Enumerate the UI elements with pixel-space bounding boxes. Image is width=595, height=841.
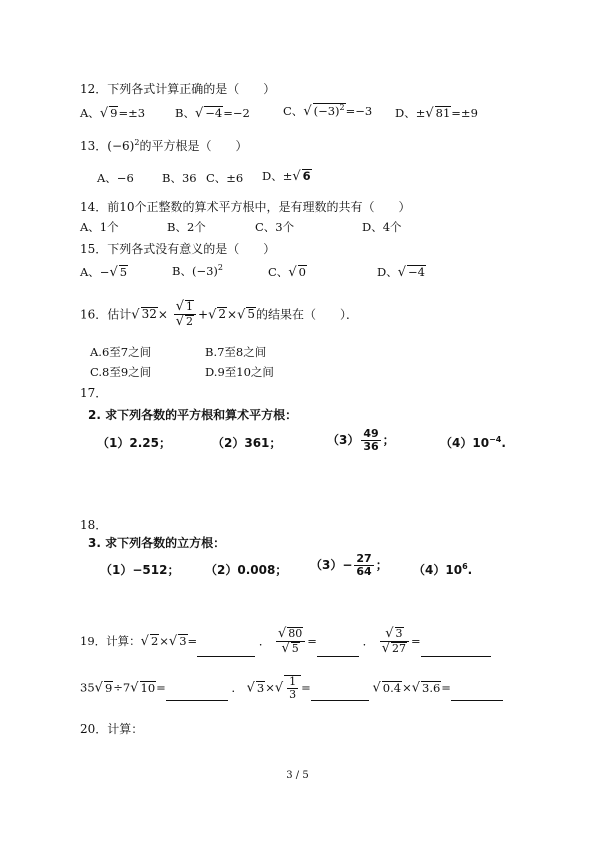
question-18-item-1: （1）−512；: [100, 563, 180, 577]
question-17-title: 2. 求下列各数的平方根和算术平方根：: [88, 408, 298, 422]
question-17-item-2: （2）361；: [212, 436, 282, 450]
question-13-option-c: C、±6: [206, 171, 244, 185]
question-19-line-2: 35√ 9÷7√ 10= ． √ 3×√ $\frac{1}{3}$ = √ 0.4×√ 3.6=: [80, 675, 503, 701]
question-16-option-b: B.7至8之间: [205, 345, 267, 359]
answer-blank[interactable]: [317, 656, 359, 657]
answer-blank[interactable]: [311, 700, 369, 701]
question-13-stem: 13．$(-6)^2$的平方根是（ ）: [80, 138, 248, 153]
answer-blank[interactable]: [421, 656, 491, 657]
question-17-number: 17．: [80, 386, 108, 400]
question-14-option-c: C、3个: [255, 220, 295, 234]
question-12-option-d: D、±√ 81=±9: [395, 106, 478, 121]
question-13-option-b: B、36: [162, 171, 197, 185]
question-14-option-b: B、2个: [167, 220, 206, 234]
question-15-option-a: A、−√ 5: [80, 265, 128, 280]
question-18-item-2: （2）0.008；: [205, 563, 288, 577]
question-12-option-a: A、√ 9=±3: [80, 106, 146, 121]
question-18-item-4: $(4)10^6$.: [413, 562, 473, 577]
question-16-stem: 16．估计√ 32× $\frac{√ 1}{√ 2}$ +√ 2×√ 5的结果在（ ）．: [80, 299, 359, 330]
question-13-option-a: A、−6: [97, 171, 134, 185]
question-14-stem: 14．前10个正整数的算术平方根中，是有理数的共有（ ）: [80, 200, 411, 214]
question-17-item-4: $(4)10^{-4}$.: [440, 435, 506, 450]
question-15-option-d: D、√ −4: [377, 265, 425, 280]
question-16-option-a: A.6至7之间: [90, 345, 152, 359]
question-14-option-d: D、4个: [362, 220, 402, 234]
question-15-option-b: B、$(-3)^2$: [172, 263, 223, 278]
question-18-title: 3. 求下列各数的立方根：: [88, 536, 226, 550]
question-19-line-1: 19．计算：√ 2×√ 3= ． $\frac{√ 80}{√ 5}$ = ． $\frac{√ 3}{√ 27}$ =: [80, 627, 491, 657]
question-15-stem: 15．下列各式没有意义的是（ ）: [80, 242, 276, 256]
answer-blank[interactable]: [166, 700, 228, 701]
question-16-option-c: C.8至9之间: [90, 365, 152, 379]
answer-blank[interactable]: [197, 656, 255, 657]
question-17-item-3: （3） $\frac{49}{36}$ ；: [327, 427, 395, 454]
question-15-option-c: C、√ 0: [268, 265, 306, 280]
answer-blank[interactable]: [451, 700, 503, 701]
question-12-stem: 12．下列各式计算正确的是（ ）: [80, 82, 276, 96]
question-20-stem: 20．计算：: [80, 722, 144, 736]
question-18-number: 18．: [80, 518, 108, 532]
fraction: $\frac{√ 1}{√ 2}$: [174, 300, 196, 330]
question-18-item-3: （3）− $\frac{27}{64}$ ；: [310, 552, 388, 579]
question-12-option-b: B、√ −4=−2: [175, 106, 250, 121]
question-13-option-d: D、±√ 6: [262, 169, 311, 184]
page-number: 3 / 5: [286, 770, 309, 781]
question-17-item-1: （1）2.25；: [97, 436, 171, 450]
question-16-option-d: D.9至10之间: [205, 365, 274, 379]
question-12-option-c: C、√ $(-3)^2=-3$: [283, 103, 373, 119]
question-14-option-a: A、1个: [80, 220, 119, 234]
